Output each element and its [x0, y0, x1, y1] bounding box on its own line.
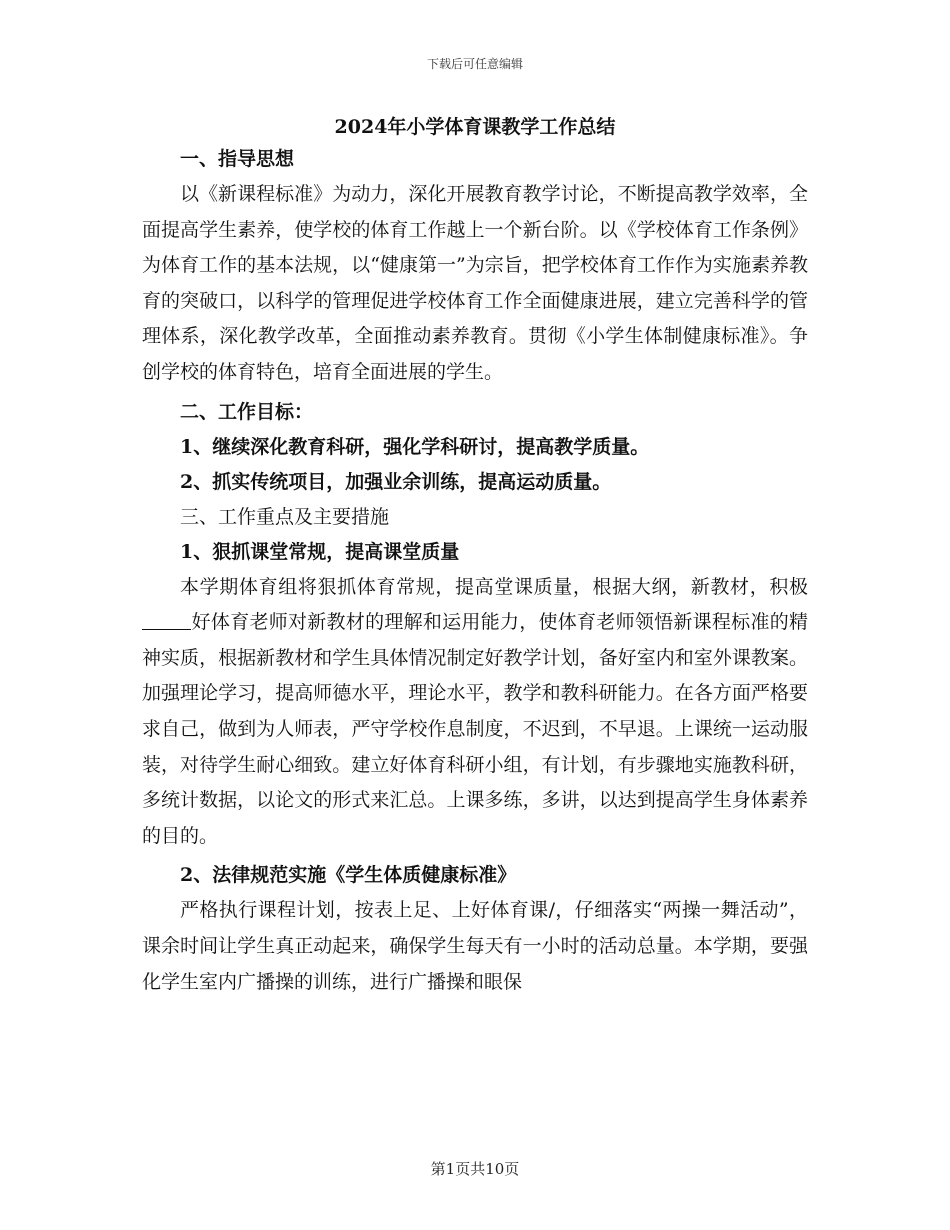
- section-1-heading: 一、指导思想: [180, 148, 295, 170]
- section-3-heading: 三、工作重点及主要措施: [180, 505, 390, 528]
- section-2-item-1: 1、继续深化教育科研，强化学科研讨，提高教学质量。: [180, 435, 650, 458]
- fill-in-blank: [142, 610, 191, 630]
- page-number: 第1页共10页: [430, 1160, 520, 1178]
- section-2-heading: 二、工作目标：: [180, 400, 314, 423]
- section-1-paragraph: 以《新课程标准》为动力，深化开展教育教学讨论，不断提高教学效率，全面提高学生素养，使学校的体育工作越上一个新台阶。以《学校体育工作条例》为体育工作的基本法规，以“健康第一”为宗旨，把学校体育工作作为实施素养教育的突破口，以科学的管理促进学校体育工作全面健康进展，建立完善科学的管理体系，深化教学改革，全面推动素养教育。贯彻《小学生体制健康标准》。争创学校的体育特色，培育全面进展的学生。: [142, 183, 808, 383]
- document-body: [142, 112, 808, 1000]
- header-note: 下载后可任意编辑: [426, 57, 523, 71]
- paragraph-part-b: 好体育老师对新教材的理解和运用能力，使体育老师领悟新课程标准的精神实质，根据新教材和学生具体情况制定好教学计划，备好室内和室外课教案。加强理论学习，提高师德水平，理论水平，教学和教科研能力。在各方面严格要求自己，做到为人师表，严守学校作息制度，不迟到，不早退。上课统一运动服装，对待学生耐心细致。建立好体育科研小组，有计划，有步骤地实施教科研，多统计数据，以论文的形式来汇总。上课多练，多讲，以达到提高学生身体素养的目的。: [142, 611, 808, 847]
- section-3-subheading-2: 2、法律规范实施《学生体质健康标准》: [180, 864, 517, 887]
- section-3-paragraph-2: 严格执行课程计划，按表上足、上好体育课/，仔细落实“两操一舞活动”，课余时间让学生真正动起来，确保学生每天有一小时的活动总量。本学期，要强化学生室内广播操的训练，进行广播操和眼保: [142, 899, 808, 993]
- section-2-item-2: 2、抓实传统项目，加强业余训练，提高运动质量。: [180, 470, 612, 493]
- document-title: 2024年小学体育课教学工作总结: [334, 116, 616, 138]
- section-3-subheading-1: 1、狠抓课堂常规，提高课堂质量: [180, 540, 460, 563]
- paragraph-part-a: 本学期体育组将狠抓体育常规，提高堂课质量，根据大纲，新教材，积极: [180, 575, 808, 598]
- section-3-paragraph-1: [142, 570, 808, 855]
